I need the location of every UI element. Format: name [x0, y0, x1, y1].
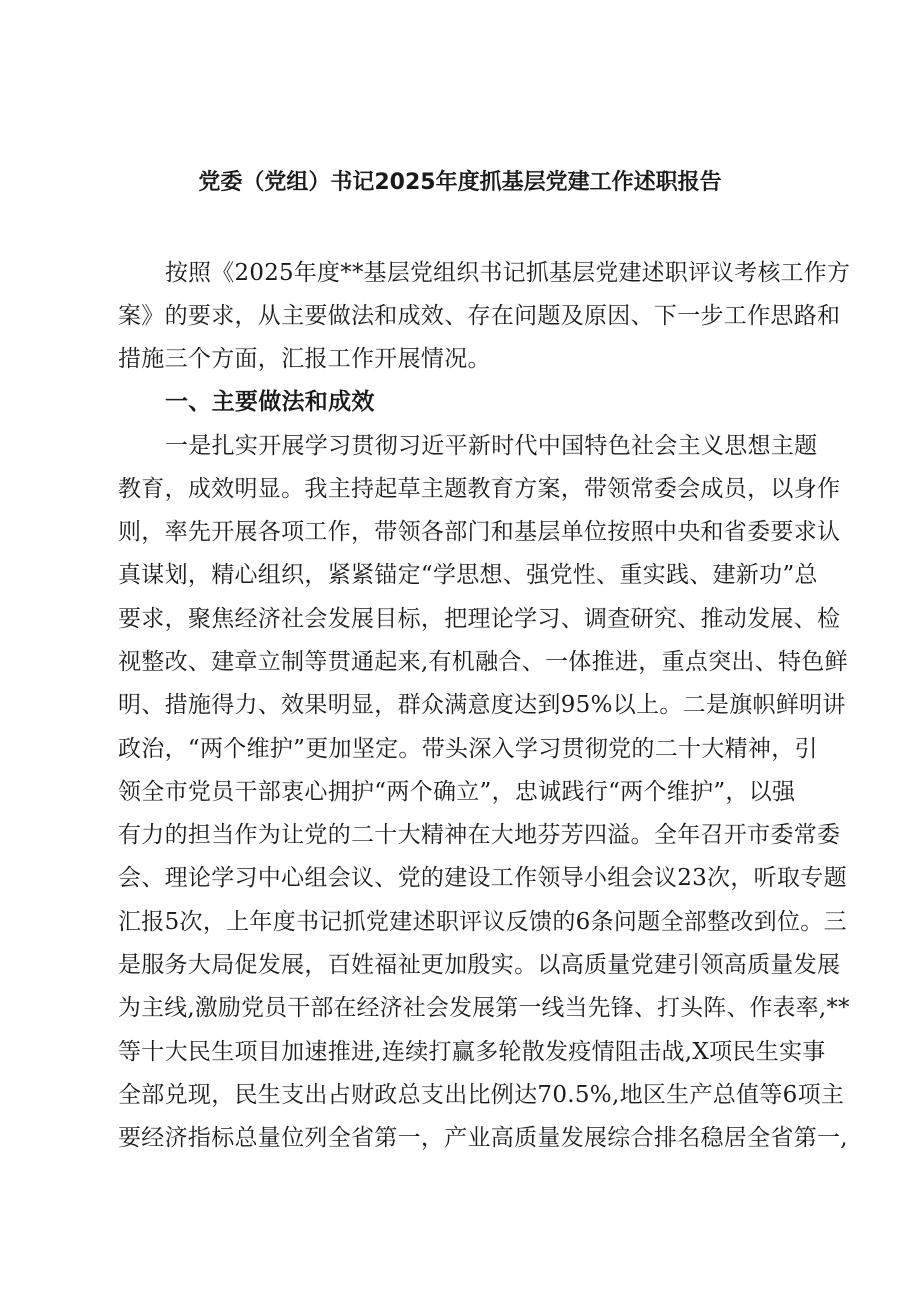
- body-line: 要经济指标总量位列全省第一，产业高质量发展综合排名稳居全省第一,: [118, 1125, 848, 1151]
- body-line: 有力的担当作为让党的二十大精神在大地芬芳四溢。全年召开市委常委: [118, 822, 841, 848]
- body-line: 要求，聚焦经济社会发展目标，把理论学习、调查研究、推动发展、检: [118, 606, 841, 632]
- intro-line: 按照《2025年度**基层党组织书记抓基层党建述职评议考核工作方: [165, 260, 851, 286]
- section-heading: 一、主要做法和成效: [165, 389, 375, 415]
- body-line: 等十大民生项目加速推进,连续打赢多轮散发疫情阻击战,X项民生实事: [118, 1039, 826, 1065]
- body-line: 汇报5次，上年度书记抓党建述职评议反馈的6条问题全部整改到位。三: [118, 909, 847, 935]
- body-line: 一是扎实开展学习贯彻习近平新时代中国特色社会主义思想主题: [165, 433, 818, 459]
- body-line: 会、理论学习中心组会议、党的建设工作领导小组会议23次，听取专题: [118, 865, 847, 891]
- body-line: 则，率先开展各项工作，带领各部门和基层单位按照中央和省委要求认: [118, 519, 841, 545]
- body-line: 政治，“两个维护”更加坚定。带头深入学习贯彻党的二十大精神，引: [118, 736, 818, 762]
- body-line: 全部兑现，民生支出占财政总支出比例达70.5%,地区生产总值等6项主: [118, 1082, 845, 1108]
- body-line: 是服务大局促发展，百姓福祉更加殷实。以高质量党建引领高质量发展: [118, 952, 841, 978]
- document-title: 党委（党组）书记2025年度抓基层党建工作述职报告: [198, 170, 722, 195]
- body-line: 教育，成效明显。我主持起草主题教育方案，带领常委会成员，以身作: [118, 476, 841, 502]
- body-line: 领全市党员干部衷心拥护“两个确立”，忠诚践行“两个维护”，以强: [118, 779, 796, 805]
- body-line: 为主线,激励党员干部在经济社会发展第一线当先锋、打头阵、作表率,**: [118, 995, 850, 1021]
- intro-line: 案》的要求，从主要做法和成效、存在问题及原因、下一步工作思路和: [118, 303, 841, 329]
- body-line: 明、措施得力、效果明显，群众满意度达到95%以上。二是旗帜鲜明讲: [118, 692, 846, 718]
- intro-line: 措施三个方面，汇报工作开展情况。: [118, 346, 491, 372]
- body-line: 真谋划，精心组织，紧紧锚定“学思想、强党性、重实践、建新功”总: [118, 562, 818, 588]
- body-line: 视整改、建章立制等贯通起来,有机融合、一体推进，重点突出、特色鲜: [118, 649, 848, 675]
